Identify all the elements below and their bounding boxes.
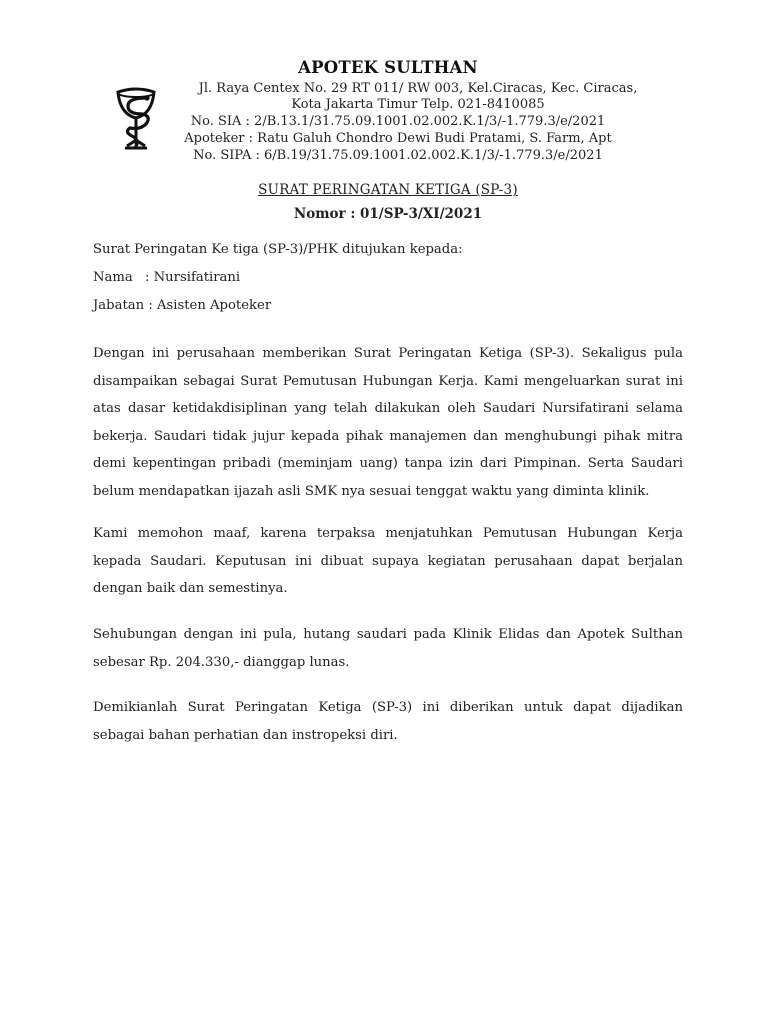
paragraph-4: Demikianlah Surat Peringatan Ketiga (SP-3) ini diberikan untuk dapat dijadikan sebagai bahan perhatian dan instropeksi diri. — [93, 700, 683, 743]
job-label: Jabatan — [93, 298, 145, 313]
recipient-name-row — [93, 270, 240, 285]
paragraph-3: Sehubungan dengan ini pula, hutang saudari pada Klinik Elidas dan Apotek Sulthan sebesar Rp. 204.330,- dianggap lunas. — [93, 627, 683, 670]
paragraph-1: Dengan ini perusahaan memberikan Surat Peringatan Ketiga (SP-3). Sekaligus pula disampaikan sebagai Surat Pemutusan Hubungan Kerja. Kami mengeluarkan surat ini atas dasar ketidakdisiplinan yang telah dilakukan oleh Saudari Nursifatirani selama bekerja. Saudari tidak jujur kepada pihak manajemen dan menghubungi pihak mitra demi kepentingan pribadi (meminjam uang) tanpa izin dari Pimpinan. Serta Saudari belum mendapatkan ijazah asli SMK nya sesuai tenggat waktu yang diminta klinik. — [93, 346, 683, 499]
recipient-intro: Surat Peringatan Ke tiga (SP-3)/PHK ditujukan kepada: — [93, 242, 463, 257]
letter-heading: SURAT PERINGATAN KETIGA (SP-3) — [258, 182, 518, 198]
paragraph-2: Kami memohon maaf, karena terpaksa menjatuhkan Pemutusan Hubungan Kerja kepada Saudari. Keputusan ini dibuat supaya kegiatan perusahaan dapat berjalan dengan baik dan semestinya. — [93, 526, 683, 596]
letter-number: Nomor : 01/SP-3/XI/2021 — [293, 206, 483, 222]
job-value: : Asisten Apoteker — [148, 298, 272, 313]
name-value: : Nursifatirani — [145, 270, 241, 285]
sipa-number: No. SIPA : 6/B.19/31.75.09.1001.02.002.K.1/3/-1.779.3/e/2021 — [193, 148, 603, 163]
recipient-job-row — [93, 298, 271, 313]
name-label: Nama — [93, 270, 133, 285]
address-line-1: Jl. Raya Centex No. 29 RT 011/ RW 003, Kel.Ciracas, Kec. Ciracas, — [198, 81, 638, 96]
sia-number: No. SIA : 2/B.13.1/31.75.09.1001.02.002.K.1/3/-1.779.3/e/2021 — [190, 114, 606, 129]
address-line-2: Kota Jakarta Timur Telp. 021-8410085 — [291, 97, 545, 112]
apoteker-name: Apoteker : Ratu Galuh Chondro Dewi Budi Pratami, S. Farm, Apt — [184, 131, 612, 146]
company-name: APOTEK SULTHAN — [298, 58, 478, 77]
